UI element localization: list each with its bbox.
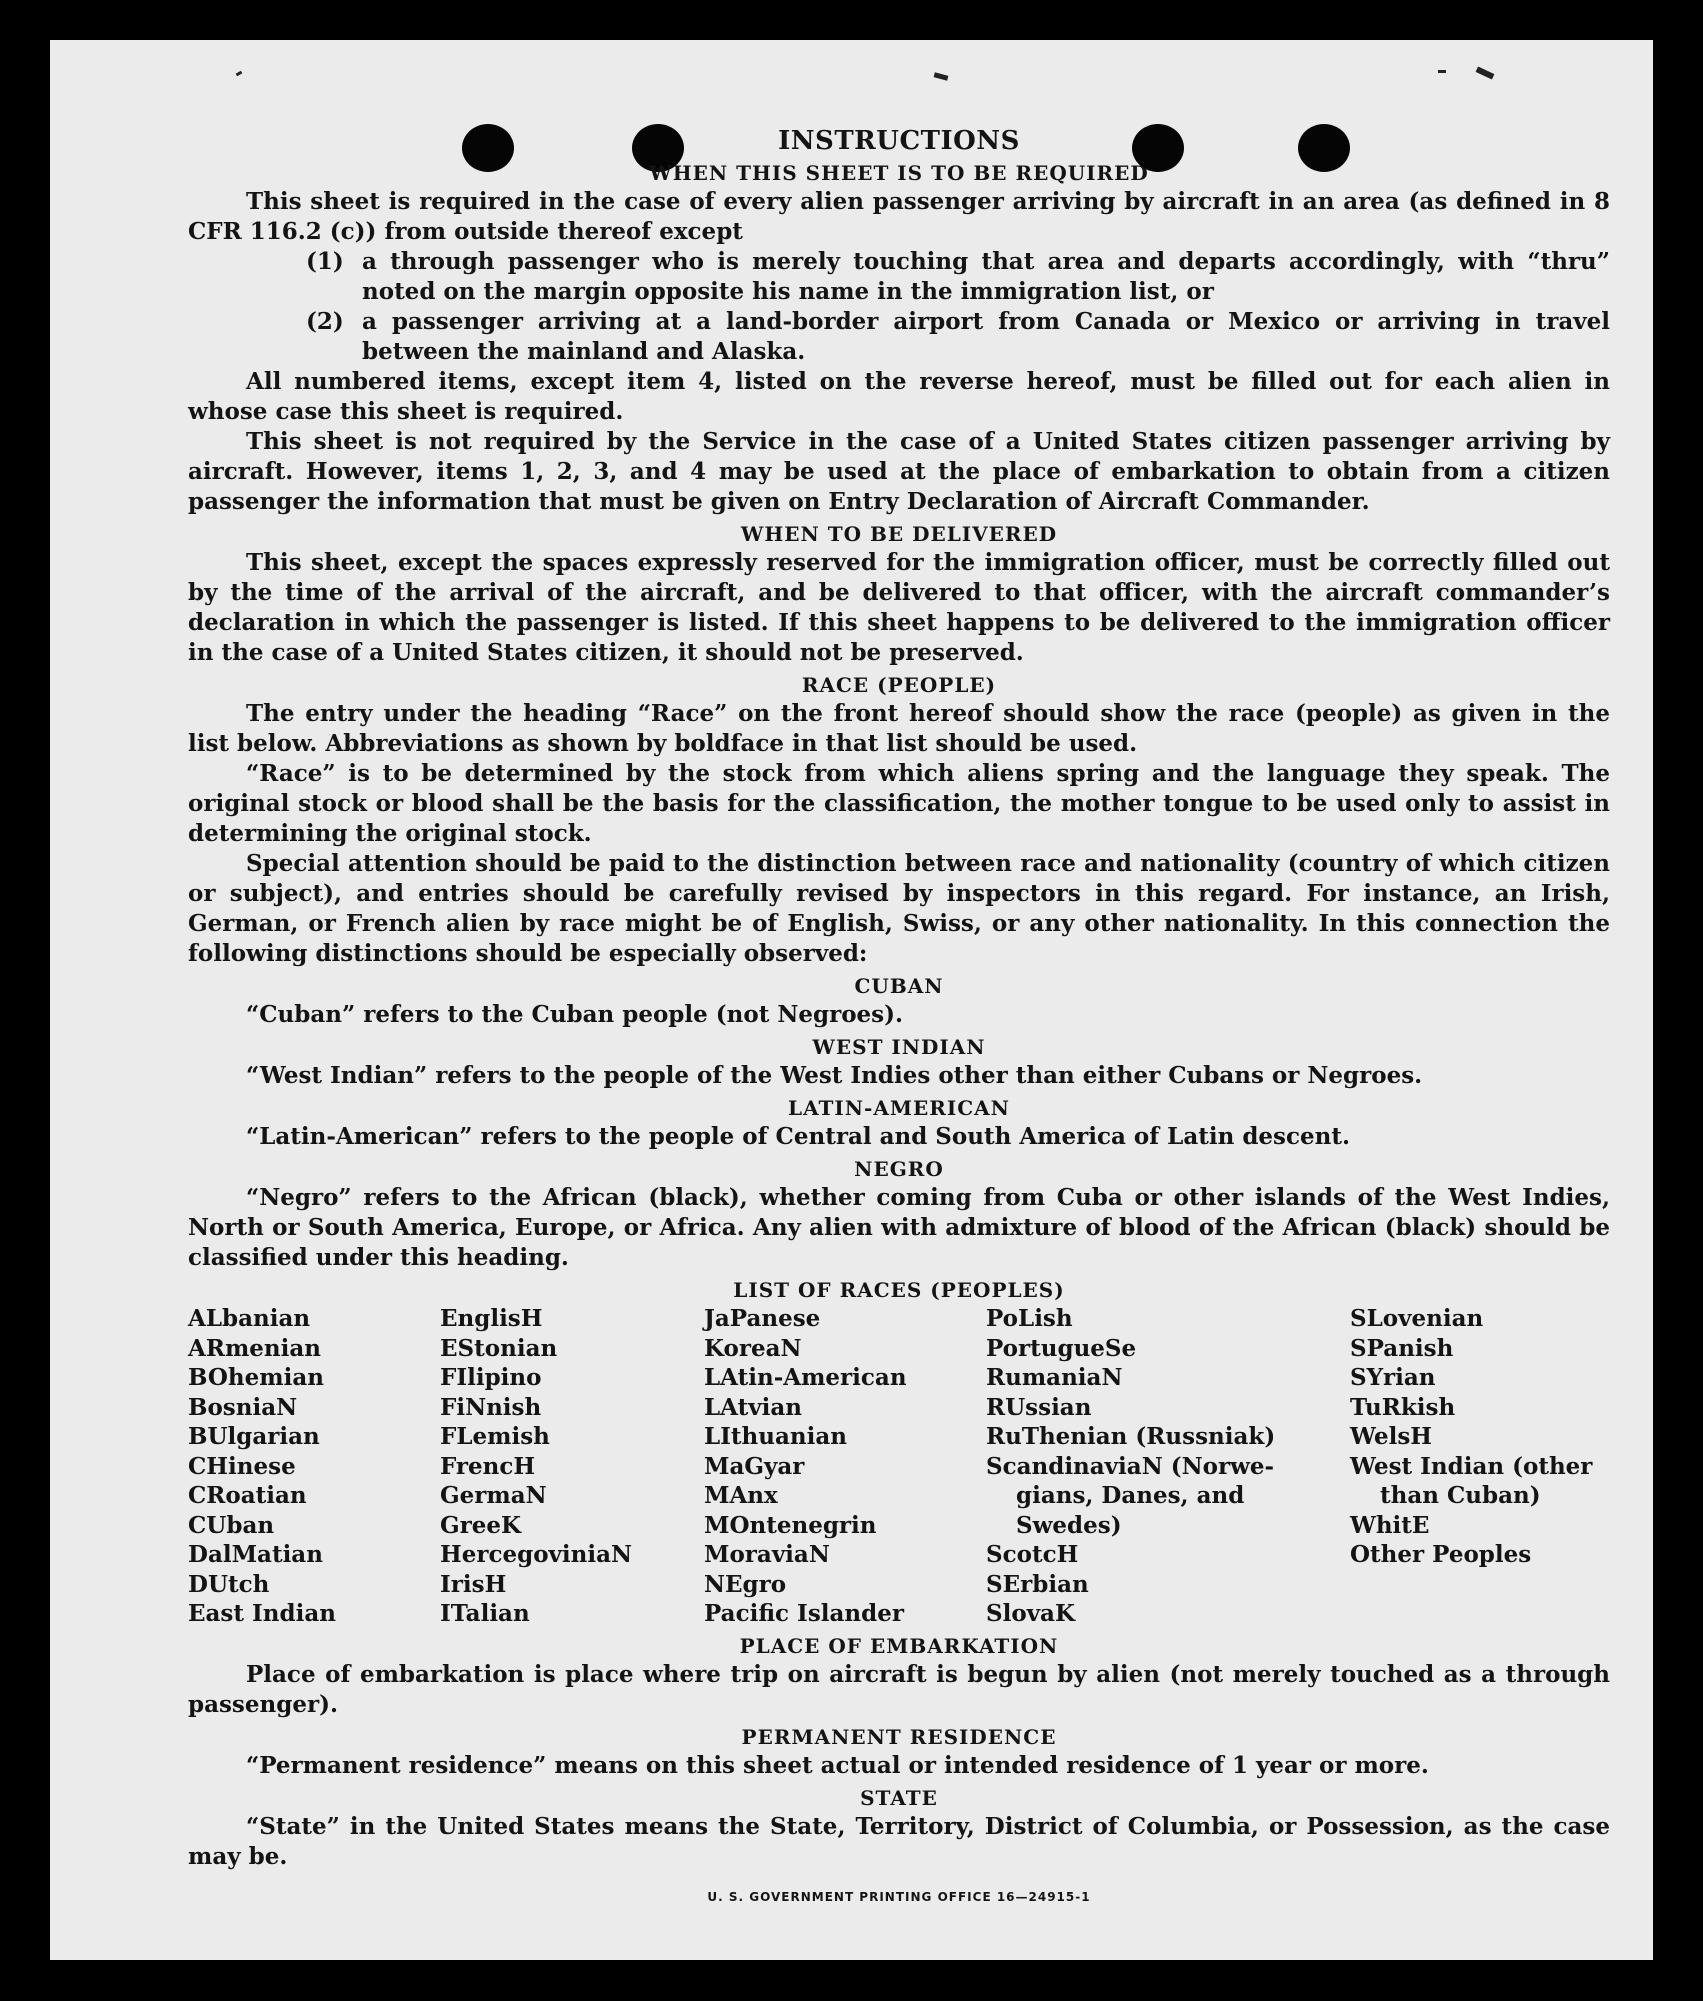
races-column bbox=[704, 1304, 986, 1629]
race-entry: NEgro bbox=[704, 1570, 787, 1598]
definition-text: “Negro” refers to the African (black), whether coming from Cuba or other islands of the West Indies, North or South America, Europe, or Africa. Any alien with admixture of blood of the African (black) should be classified under this heading. bbox=[188, 1184, 1610, 1271]
race-paragraph: The entry under the heading “Race” on the front hereof should show the race (people) as given in the list below. Abbreviations as shown by boldface in that list should be used. bbox=[188, 700, 1610, 757]
citizen-note: This sheet is not required by the Service in the case of a United States citizen passenger arriving by aircraft. However, items 1, 2, 3, and 4 may be used at the place of embarkation to obtain from a citizen passenger the information that must be given on Entry Declaration of Aircraft Commander. bbox=[188, 428, 1610, 515]
race-entry: BosniaN bbox=[188, 1393, 298, 1421]
required-intro: This sheet is required in the case of every alien passenger arriving by aircraft in an area (as defined in 8 CFR 116.2 (c)) from outside thereof except bbox=[188, 188, 1610, 245]
residence-text: “Permanent residence” means on this sheet actual or intended residence of 1 year or more. bbox=[246, 1751, 1429, 1779]
state-text: “State” in the United States means the State, Territory, District of Columbia, or Possession, as the case may be. bbox=[188, 1812, 1610, 1870]
race-entry: RumaniaN bbox=[986, 1364, 1123, 1391]
race-entry: DalMatian bbox=[188, 1541, 323, 1568]
race-entry: FLemish bbox=[440, 1423, 550, 1450]
race-entry: BOhemian bbox=[188, 1364, 324, 1391]
section-heading-residence: PERMANENT RESIDENCE bbox=[741, 1724, 1057, 1749]
race-entry: SYrian bbox=[1350, 1364, 1436, 1391]
race-entry: PoLish bbox=[986, 1305, 1073, 1332]
scan-mark bbox=[236, 71, 243, 77]
race-entry: DUtch bbox=[188, 1570, 270, 1598]
section-heading-delivered: WHEN TO BE DELIVERED bbox=[740, 522, 1058, 546]
race-entry: ScandinaviaN (Norwe- bbox=[986, 1452, 1275, 1480]
races-column bbox=[1350, 1304, 1610, 1629]
race-entry: EnglisH bbox=[440, 1305, 543, 1332]
page-title: INSTRUCTIONS bbox=[778, 126, 1020, 156]
race-entry: LIthuanian bbox=[704, 1423, 847, 1450]
race-entry: SPanish bbox=[1350, 1334, 1454, 1362]
section-heading-required: WHEN THIS SHEET IS TO BE REQUIRED bbox=[649, 161, 1149, 185]
race-entry: MAnx bbox=[704, 1482, 778, 1509]
race-entry: SLovenian bbox=[1350, 1305, 1484, 1332]
race-entry: ALbanian bbox=[188, 1305, 311, 1332]
race-entry: FIlipino bbox=[440, 1364, 542, 1391]
delivered-text: This sheet, except the spaces expressly reserved for the immigration officer, must be correctly filled out by the time of the arrival of the aircraft, and be delivered to that officer, with the aircraft commander’s declaration in which the passenger is listed. If this sheet happens to be delivered to the immigration officer in the case of a United States citizen, it should not be preserved. bbox=[188, 549, 1610, 666]
race-entry: GreeK bbox=[440, 1511, 522, 1539]
definition-heading-west-indian: WEST INDIAN bbox=[812, 1035, 986, 1059]
race-entry: TuRkish bbox=[1350, 1393, 1456, 1421]
race-entry: ARmenian bbox=[188, 1334, 322, 1362]
races-column bbox=[986, 1304, 1350, 1629]
section-heading-embarkation: PLACE OF EMBARKATION bbox=[739, 1633, 1059, 1658]
condition-text: a passenger arriving at a land-border airport from Canada or Mexico or arriving in travel between the mainland and Alaska. bbox=[362, 308, 1610, 365]
races-column bbox=[440, 1304, 704, 1629]
race-entry: MOntenegrin bbox=[704, 1511, 877, 1539]
race-entry: MoraviaN bbox=[704, 1541, 830, 1568]
race-entry: FiNnish bbox=[440, 1393, 542, 1421]
definition-heading-cuban: CUBAN bbox=[854, 974, 944, 998]
section-heading-state: STATE bbox=[860, 1785, 938, 1810]
definition-text: “Latin-American” refers to the people of Central and South America of Latin descent. bbox=[246, 1123, 1350, 1150]
race-paragraph: Special attention should be paid to the distinction between race and nationality (country of which citizen or subject), and entries should be carefully revised by inspectors in this regard. For instance, an Irish, German, or French alien by race might be of English, Swiss, or any other nationality. In this connection the following distinctions should be especially observed: bbox=[188, 850, 1610, 967]
race-entry: LAtvian bbox=[704, 1393, 802, 1421]
scan-mark bbox=[1476, 66, 1495, 79]
race-entry: CUban bbox=[188, 1511, 275, 1539]
race-entry: LAtin-American bbox=[704, 1364, 907, 1391]
race-entry: ScotcH bbox=[986, 1541, 1079, 1568]
condition-text: a through passenger who is merely touching that area and departs accordingly, with “thru” noted on the margin opposite his name in the immigration list, or bbox=[362, 248, 1610, 305]
race-entry: IrisH bbox=[440, 1570, 507, 1598]
race-entry: RUssian bbox=[986, 1393, 1092, 1421]
race-entry: GermaN bbox=[440, 1482, 547, 1509]
race-entry: West Indian (other bbox=[1350, 1452, 1593, 1480]
scan-mark bbox=[934, 72, 949, 80]
condition-item bbox=[306, 307, 1610, 367]
race-entry: gians, Danes, and bbox=[1016, 1482, 1245, 1509]
printer-footer: U. S. GOVERNMENT PRINTING OFFICE 16—24915-1 bbox=[707, 1889, 1091, 1904]
race-entry: KoreaN bbox=[704, 1334, 802, 1362]
race-entry: EStonian bbox=[440, 1334, 558, 1362]
definition-heading-negro: NEGRO bbox=[854, 1157, 944, 1181]
race-entry: CHinese bbox=[188, 1452, 296, 1480]
race-entry: SlovaK bbox=[986, 1600, 1075, 1627]
section-heading-race: RACE (PEOPLE) bbox=[801, 673, 997, 697]
document-sheet bbox=[50, 40, 1653, 1960]
definition-heading-latin-american: LATIN-AMERICAN bbox=[788, 1096, 1010, 1120]
condition-number: (1) bbox=[306, 248, 344, 275]
race-entry: ITalian bbox=[440, 1600, 530, 1627]
race-entry: East Indian bbox=[188, 1600, 336, 1627]
race-entry: SErbian bbox=[986, 1570, 1089, 1598]
scan-mark bbox=[1438, 70, 1446, 73]
races-list bbox=[188, 1304, 1610, 1629]
race-entry: RuThenian (Russniak) bbox=[986, 1423, 1276, 1450]
race-entry: FrencH bbox=[440, 1452, 536, 1480]
items-note: All numbered items, except item 4, listed on the reverse hereof, must be filled out for each alien in whose case this sheet is required. bbox=[188, 368, 1610, 425]
definition-text: “Cuban” refers to the Cuban people (not Negroes). bbox=[246, 1001, 904, 1028]
race-entry: JaPanese bbox=[704, 1305, 821, 1332]
races-list-heading: LIST OF RACES (PEOPLES) bbox=[733, 1278, 1065, 1302]
races-column bbox=[188, 1304, 440, 1629]
race-paragraph: “Race” is to be determined by the stock from which aliens spring and the language they speak. The original stock or blood shall be the basis for the classification, the mother tongue to be used only to assist in determining the original stock. bbox=[188, 760, 1610, 847]
embarkation-text: Place of embarkation is place where trip on aircraft is begun by alien (not merely touched as a through passenger). bbox=[188, 1660, 1610, 1718]
condition-number: (2) bbox=[306, 308, 344, 335]
instructions-content bbox=[188, 126, 1610, 1912]
race-entry: than Cuban) bbox=[1380, 1482, 1541, 1509]
race-entry: WelsH bbox=[1350, 1423, 1433, 1450]
condition-item bbox=[306, 247, 1610, 307]
race-entry: Other Peoples bbox=[1350, 1541, 1532, 1568]
race-entry: Pacific Islander bbox=[704, 1600, 904, 1627]
race-entry: MaGyar bbox=[704, 1452, 805, 1480]
race-entry: Swedes) bbox=[1016, 1511, 1122, 1539]
race-entry: BUlgarian bbox=[188, 1423, 320, 1450]
race-entry: WhitE bbox=[1350, 1511, 1430, 1539]
definition-text: “West Indian” refers to the people of the West Indies other than either Cubans or Negroes. bbox=[246, 1062, 1423, 1089]
race-entry: CRoatian bbox=[188, 1482, 307, 1509]
race-entry: PortugueSe bbox=[986, 1334, 1137, 1362]
race-entry: HercegoviniaN bbox=[440, 1541, 633, 1568]
